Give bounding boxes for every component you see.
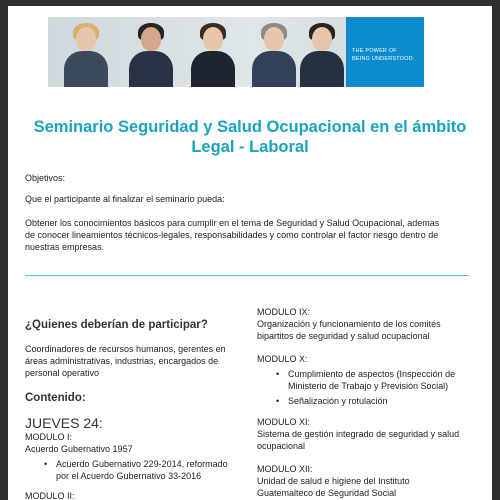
modulo-9-label: MODULO IX: <box>257 307 311 317</box>
objectives-line-3: nuestras empresas. <box>25 242 105 252</box>
modulo-10-bullet-2: Señalización y rotulación <box>288 396 388 406</box>
section-divider <box>25 275 469 276</box>
title-line-2: Legal - Laboral <box>191 138 309 156</box>
modulo-10-label: MODULO X: <box>257 354 308 364</box>
modulo-1-bullet-line-2: por el Acuerdo Gubernativo 33-2016 <box>56 471 202 481</box>
contenido-heading: Contenido: <box>25 392 86 404</box>
modulo-9-text <box>257 318 441 342</box>
person-photo <box>125 17 177 87</box>
modulo-1-bullets <box>44 458 256 482</box>
modulo-11-line-1: Sistema de gestión integrado de seguridad y salud <box>257 429 460 439</box>
modulo-12-line-2: Guatemalteco de Seguridad Social <box>257 488 397 498</box>
person-photo <box>296 17 348 87</box>
tagline-line-2: BEING UNDERSTOOD. <box>352 56 415 62</box>
list-item: • Cumplimiento de aspectos (Inspección de Ministerio de Trabajo y Previsión Social) <box>288 368 488 392</box>
modulo-11-text <box>257 428 459 452</box>
day-heading: JUEVES 24: <box>25 415 103 431</box>
document-page <box>8 6 492 500</box>
person-photo <box>187 17 239 87</box>
objectives-line-2: de conocer lineamientos técnicos-legales, responsabilidades y como controlar el factor riesgo dentro de <box>25 230 439 240</box>
list-item: • Señalización y rotulación <box>288 395 488 407</box>
brand-tagline-panel <box>346 17 424 87</box>
modulo-12-label: MODULO XII: <box>257 464 313 474</box>
modulo-1-bullet-line-1: Acuerdo Gubernativo 229-2014, reformado <box>56 459 228 469</box>
participants-line-2: áreas administrativas, industrias, encargados de <box>25 356 219 366</box>
list-item: • Acuerdo Gubernativo 229-2014, reformado por el Acuerdo Gubernativo 33-2016 <box>56 458 256 482</box>
participants-heading: ¿Quienes deberían de participar? <box>25 319 208 331</box>
modulo-2-label: MODULO II: <box>25 491 75 500</box>
modulo-1-text: Acuerdo Gubernativo 1957 <box>25 444 133 454</box>
person-photo <box>60 17 112 87</box>
header-banner-image <box>48 17 424 87</box>
modulo-11-line-2: ocupacional <box>257 441 306 451</box>
modulo-9-line-1: Organización y funcionamiento de los comités <box>257 319 441 329</box>
modulo-12-line-1: Unidad de salud e higiene del Instituto <box>257 476 410 486</box>
modulo-11-label: MODULO XI: <box>257 417 311 427</box>
participants-text <box>25 343 226 379</box>
participants-line-1: Coordinadores de recursos humanos, gerentes en <box>25 344 226 354</box>
modulo-9-line-2: bipartitos de seguridad y salud ocupacional <box>257 331 430 341</box>
participants-line-3: personal operativo <box>25 368 100 378</box>
objectives-intro: Que el participante al finalizar el seminario pueda: <box>25 194 225 204</box>
modulo-1-label: MODULO I: <box>25 432 73 442</box>
objectives-line-1: Obtener los conocimientos básicos para cumplir en el tema de Seguridad y Salud Ocupacional, ademas <box>25 218 440 228</box>
objectives-heading: Objetivos: <box>25 173 66 183</box>
objectives-text <box>25 217 485 253</box>
page-title <box>18 117 482 157</box>
modulo-10-bullet-1-line-1: Cumplimiento de aspectos (Inspección de <box>288 369 456 379</box>
modulo-12-text <box>257 475 410 499</box>
modulo-10-bullet-1-line-2: Ministerio de Trabajo y Previsión Social) <box>288 381 449 391</box>
title-line-1: Seminario Seguridad y Salud Ocupacional en el ámbito <box>33 118 467 136</box>
person-photo <box>248 17 300 87</box>
modulo-10-bullets <box>276 368 488 407</box>
tagline-line-1: THE POWER OF <box>352 48 397 54</box>
